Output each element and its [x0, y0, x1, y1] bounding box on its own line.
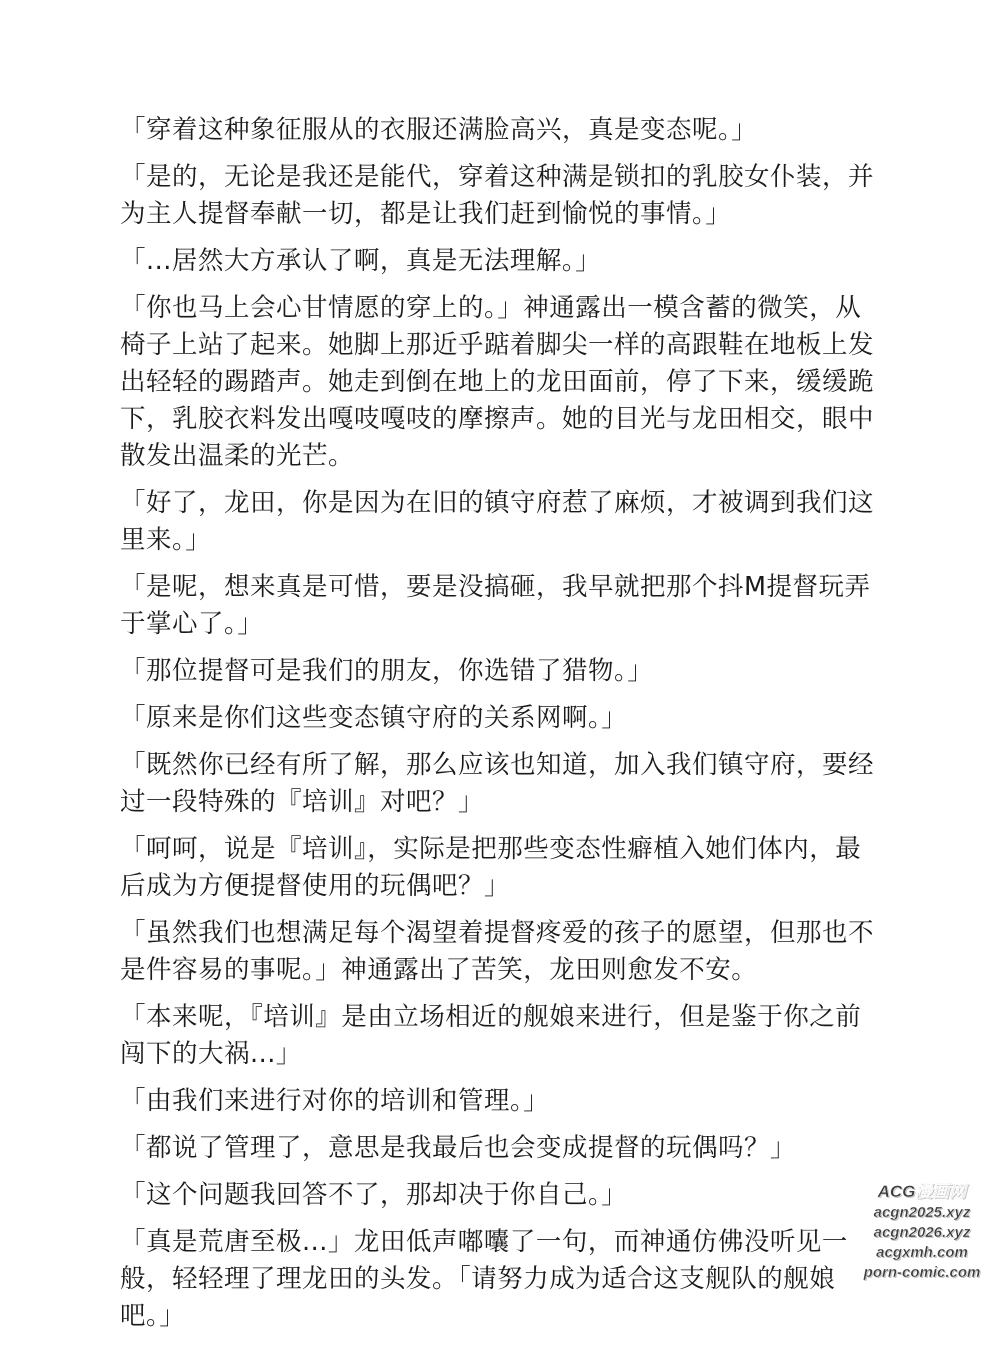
paragraph: 「这个问题我回答不了，那却决于你自己。」	[120, 1180, 628, 1210]
paragraph: 「那位提督可是我们的朋友，你选错了猎物。」	[120, 656, 654, 686]
watermark-url: acgxmh.com	[856, 1244, 988, 1261]
paragraph: 「原来是你们这些变态镇守府的关系网啊。」	[120, 703, 628, 733]
story-page	[120, 112, 885, 1345]
paragraph: 「穿着这种象征服从的衣服还满脸高兴，真是变态呢。」	[120, 115, 758, 145]
paragraph: 「由我们来进行对你的培训和管理。」	[120, 1086, 550, 1116]
paragraph: 「好了，龙田，你是因为在旧的镇守府惹了麻烦，才被调到我们这里来。」	[120, 488, 875, 555]
paragraph: 「是呢，想来真是可惜，要是没搞砸，我早就把那个抖M提督玩弄于掌心了。」	[120, 572, 871, 639]
watermark-title: ACG漫画网	[856, 1182, 988, 1201]
paragraph: 「既然你已经有所了解，那么应该也知道，加入我们镇守府，要经过一段特殊的『培训』对吧？」	[120, 750, 875, 817]
paragraph: 「呵呵，说是『培训』，实际是把那些变态性癖植入她们体内，最后成为方便提督使用的玩偶吧？」	[120, 834, 862, 901]
watermark-url: porn-comic.com	[856, 1264, 988, 1281]
paragraph: 「真是荒唐至极...」龙田低声嘟囔了一句，而神通仿佛没听见一般，轻轻理了理龙田的头发。「请努力成为适合这支舰队的舰娘吧。」	[120, 1227, 848, 1331]
paragraph: 「是的，无论是我还是能代，穿着这种满是锁扣的乳胶女仆装，并为主人提督奉献一切，都是让我们赶到愉悦的事情。」	[120, 162, 875, 229]
paragraph: 「本来呢，『培训』是由立场相近的舰娘来进行，但是鉴于你之前闯下的大祸...」	[120, 1002, 862, 1069]
watermark-url: acgn2026.xyz	[856, 1224, 988, 1241]
paragraph: 「都说了管理了，意思是我最后也会变成提督的玩偶吗？」	[120, 1133, 797, 1163]
paragraph: 「...居然大方承认了啊，真是无法理解。」	[120, 246, 602, 276]
watermark-url: acgn2025.xyz	[856, 1204, 988, 1221]
site-watermark	[856, 1182, 988, 1284]
paragraph: 「虽然我们也想满足每个渴望着提督疼爱的孩子的愿望，但那也不是件容易的事呢。」神通露出了苦笑，龙田则愈发不安。	[120, 918, 875, 985]
paragraph: 「你也马上会心甘情愿的穿上的。」神通露出一模含蓄的微笑，从椅子上站了起来。她脚上那近乎踮着脚尖一样的高跟鞋在地板上发出轻轻的踢踏声。她走到倒在地上的龙田面前，停了下来，缓缓跪下，乳胶衣料发出嘎吱嘎吱的摩擦声。她的目光与龙田相交，眼中散发出温柔的光芒。	[120, 293, 875, 471]
